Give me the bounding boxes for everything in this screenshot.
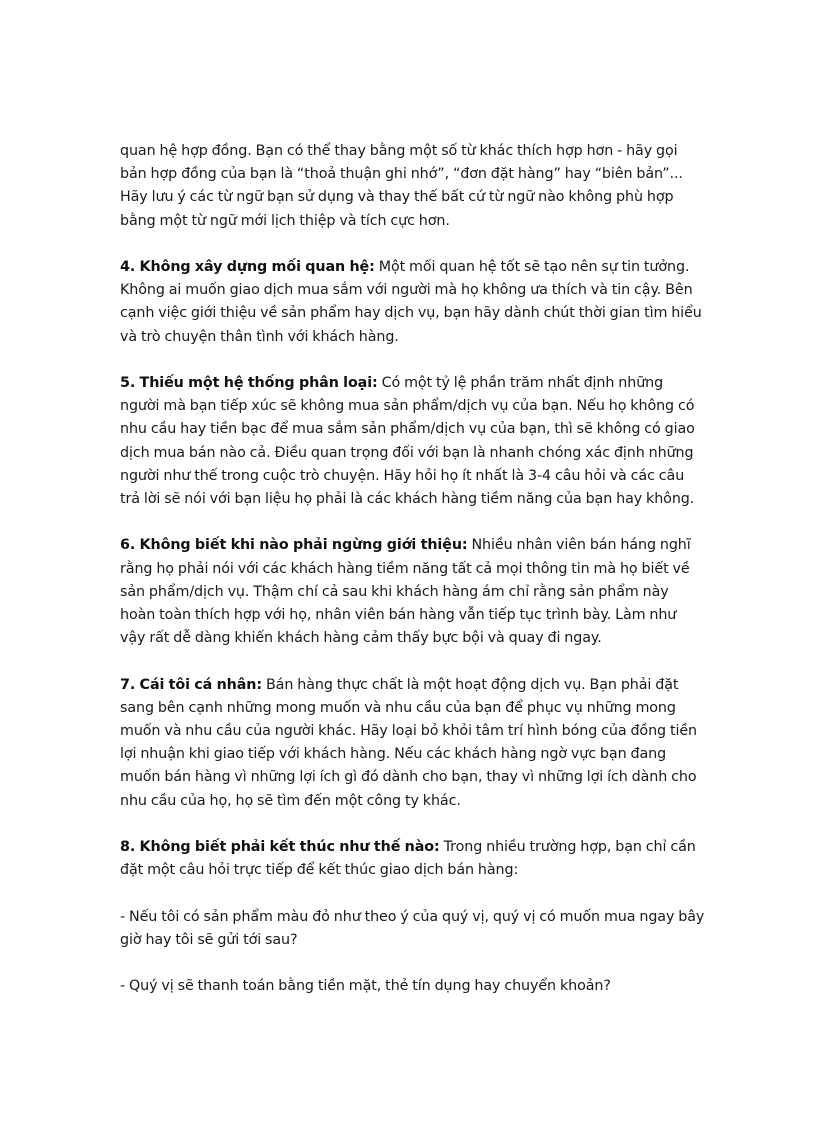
paragraph-closing: [120, 836, 705, 882]
paragraph-text: - Quý vị sẽ thanh toán bằng tiền mặt, thẻ tín dụng hay chuyển khoản?: [120, 978, 611, 995]
paragraph-continuation: [120, 140, 705, 233]
question-example-2: [120, 975, 705, 998]
paragraph-classification: [120, 372, 705, 511]
paragraph-text: Nhiều nhân viên bán háng nghĩ rằng họ phải nói với các khách hàng tiềm năng tất cả mọi thông tin mà họ biết về sản phẩm/dịch vụ. Thậm chí cả sau khi khách hàng ám chỉ rằng sản phẩm này hoàn toàn thích hợp với họ, nhân viên bán hàng vẫn tiếp tục trình bày. Làm như vậy rất dễ dàng khiến khách hàng cảm thấy bực bội và quay đi ngay.: [120, 537, 691, 647]
paragraph-stop-presenting: [120, 534, 705, 650]
paragraph-text: Có một tỷ lệ phần trăm nhất định những người mà bạn tiếp xúc sẽ không mua sản phẩm/dịch vụ của bạn. Nếu họ không có nhu cầu hay tiền bạc để mua sắm sản phẩm/dịch vụ của bạn, thì sẽ không có giao dịch mua bán nào cả. Điều quan trọng đối với bạn là nhanh chóng xác định những người như thế trong cuộc trò chuyện. Hãy hỏi họ ít nhất là 3-4 câu hỏi và các câu trả lời sẽ nói với bạn liệu họ phải là các khách hàng tiềm năng của bạn hay không.: [120, 375, 695, 508]
paragraph-text: quan hệ hợp đồng. Bạn có thể thay bằng một số từ khác thích hợp hơn - hãy gọi bản hợp đồng của bạn là “thoả thuận ghi nhớ”, “đơn đặt hàng” hay “biên bản”... Hãy lưu ý các từ ngữ bạn sử dụng và thay thế bất cứ từ ngữ nào không phù hợp bằng một từ ngữ mới lịch thiệp và tích cực hơn.: [120, 143, 683, 229]
paragraph-text: Một mối quan hệ tốt sẽ tạo nên sự tin tưởng. Không ai muốn giao dịch mua sắm với người mà họ không ưa thích và tin cậy. Bên cạnh việc giới thiệu về sản phẩm hay dịch vụ, bạn hãy dành chút thời gian tìm hiểu và trò chuyện thân tình với khách hàng.: [120, 259, 702, 345]
paragraph-heading: 4. Không xây dựng mối quan hệ:: [120, 259, 375, 275]
paragraph-heading: 5. Thiếu một hệ thống phân loại:: [120, 375, 378, 391]
question-example-1: [120, 906, 705, 952]
document-body: [120, 140, 705, 1022]
paragraph-heading: 7. Cái tôi cá nhân:: [120, 676, 263, 693]
paragraph-text: Trong nhiều trường hợp, bạn chỉ cần đặt một câu hỏi trực tiếp để kết thúc giao dịch bán hàng:: [120, 839, 696, 879]
paragraph-relationship: [120, 256, 705, 349]
paragraph-heading: 6. Không biết khi nào phải ngừng giới thiệu:: [120, 537, 468, 554]
paragraph-heading: 8. Không biết phải kết thúc như thế nào:: [120, 839, 440, 856]
paragraph-text: - Nếu tôi có sản phẩm màu đỏ như theo ý của quý vị, quý vị có muốn mua ngay bây giờ hay tôi sẽ gửi tới sau?: [120, 908, 705, 948]
paragraph-text: Bán hàng thực chất là một hoạt động dịch vụ. Bạn phải đặt sang bên cạnh những mong muốn và nhu cầu của bạn để phục vụ những mong muốn và nhu cầu của người khác. Hãy loại bỏ khỏi tâm trí hình bóng của đồng tiền lợi nhuận khi giao tiếp với khách hàng. Nếu các khách hàng ngờ vực bạn đang muốn bán hàng vì những lợi ích gì đó dành cho bạn, thay vì những lợi ích dành cho nhu cầu của họ, họ sẽ tìm đến một công ty khác.: [120, 676, 697, 809]
paragraph-ego: [120, 674, 705, 813]
